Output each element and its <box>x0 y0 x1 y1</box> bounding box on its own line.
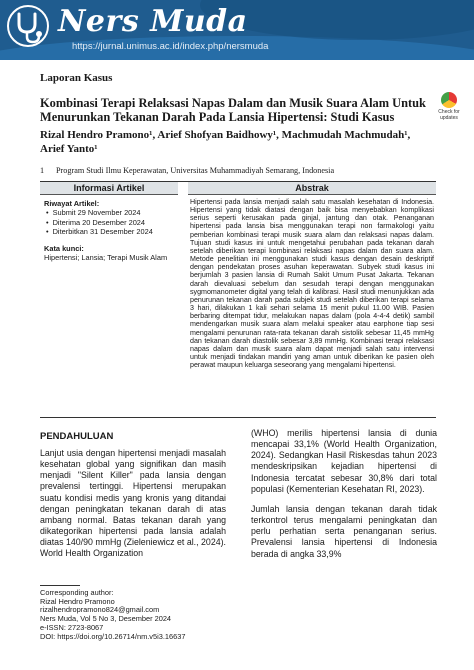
history-list <box>44 208 176 236</box>
abstract-heading: Abstrak <box>188 182 436 194</box>
info-heading: Informasi Artikel <box>40 182 178 194</box>
history-item: • Diterima 20 Desember 2024 <box>46 218 176 227</box>
article-info-box <box>40 181 436 418</box>
divider <box>40 194 178 195</box>
corresponding-email[interactable]: rizalhendropramono824@gmail.com <box>40 605 160 615</box>
volume-info: Ners Muda, Vol 5 No 3, Desember 2024 <box>40 614 172 624</box>
footnote <box>40 589 185 641</box>
check-for-updates-badge[interactable] <box>436 92 462 122</box>
corresponding-name: Rizal Hendro Pramono <box>40 596 115 606</box>
stethoscope-logo-icon <box>6 4 50 48</box>
section-heading: PENDAHULUAN <box>40 431 114 442</box>
article-info <box>44 199 176 263</box>
paragraph: Jumlah lansia dengan tekanan darah tidak terkontrol terus mengalami peningkatan dan perlu perhatian serta penanganan serius. Prevalensi lansia hipertensi di Indonesia berada di angka 33,9% <box>251 503 437 559</box>
history-item: • Diterbitkan 31 Desember 2024 <box>46 227 176 236</box>
abstract-text: Hipertensi pada lansia menjadi salah satu masalah kesehatan di Indonesia. Hipertensi yang tidak diatasi dengan baik bisa menyebabkan komplikasi serius seperti kerusakan pada ginjal, jantung dan otak. Penanganan hipertensi pada lansia bisa menggunakan terapi non farmakologi yaitu pemberian kombinasi terapi musik suara alam dan relaksasi napas dalam. Tujuan studi kasus ini untuk mengetahui perubahan pada tekanan darah setelah diberikan terapi kombinasi relaksasi napas dalam dan suara alam. Metode penelitian ini menggunakan studi kasus dengan desain deskriptif dengan pendekatan proses asuhan keperawatan. Subyek studi kasus ini berjumlah 3 pasien lansia di Rumah Sakit Umum Pusat Jakarta. Tekanan darah dievaluasi sebelum dan sesudah terapi dengan menggunakan sygmomanometer digital yang telah di kalibrasi. Hasil studi menunjukkan ada penurunan tekanan darah pada subjek studi setelah diberikan terapi selama 3 hari, dilakukan 1 kali sehari selama 15 menit pukul 11.00 WIB. Pasien berbaring ditempat tidur, melakukan napas dalam (pola 4-4-4 detik) sambil mendengarkan musik suara alam melalui speaker atau earphone tiap sesi mengalami penurunan rata-rata tekanan darah sistolik sebesar 11,45 mmHg dan tekanan darah diastolik sebesar 3,89 mmHg. Kombinasi terapi relaksasi napas dalam dan musik suara alam dapat menjadi salah satu intervensi untuk menjadi tindakan mandiri yang aman untuk diberikan ke pasien oleh perawat maupun keluarga seseorang yang mengalami hipertensi. <box>190 198 434 370</box>
author-list: Rizal Hendro Pramono¹, Arief Shofyan Baidhowy¹, Machmudah Machmudah¹, Arief Yanto¹ <box>40 129 411 155</box>
journal-url[interactable]: https://jurnal.unimus.ac.id/index.php/nersmuda <box>72 41 269 52</box>
doi-link[interactable]: DOI: https://doi.org/10.26714/nm.v5i3.16637 <box>40 631 186 641</box>
article-type: Laporan Kasus <box>40 72 113 84</box>
paragraph: (WHO) merilis hipertensi lansia di dunia mencapai 33,1% (World Health Organization, 2024). Sedangkan Hasil Riskesdas tahun 2023 mendeskripsikan kejadian hipertensi di Indonesia tercatat sebesar 30,8% dari total populasi (Kementerian Kesehatan RI, 2023). <box>251 428 437 494</box>
issn: e-ISSN: 2723-8067 <box>40 622 104 632</box>
keywords: Hipertensi; Lansia; Terapi Musik Alam <box>44 253 168 263</box>
history-label: Riwayat Artikel: <box>44 199 100 208</box>
affiliation <box>40 166 334 175</box>
article-title: Kombinasi Terapi Relaksasi Napas Dalam dan Musik Suara Alam Untuk Menurunkan Tekanan Darah Pada Lansia Hipertensi: Studi Kasus <box>40 96 426 124</box>
journal-name: Ners Muda <box>58 4 248 39</box>
history-item: • Submit 29 November 2024 <box>46 208 176 217</box>
keywords-label: Kata kunci: <box>44 244 84 254</box>
corresponding-label: Corresponding author: <box>40 588 114 597</box>
affiliation-text: Program Studi Ilmu Keperawatan, Universitas Muhammadiyah Semarang, Indonesia <box>56 166 335 175</box>
check-for-updates-label: Check for updates <box>438 109 460 121</box>
journal-banner <box>0 0 474 60</box>
body-column-left: Lanjut usia dengan hipertensi menjadi masalah kesehatan global yang signifikan dan masih menjadi "Silent Killer" pada lansia dengan prevalensi tertinggi. Hipertensi merupakan suatu kondisi medis yang kronis yang ditandai dengan peningkatan tekanan darah di atas ambang normal. Batas tekanan darah yang dikategorikan hipertensi pada lansia adalah diatas 140/90 mmHg (Zieleniewicz et al., 2024). World Health Organization <box>40 448 226 559</box>
affiliation-number: 1 <box>40 166 45 175</box>
crossmark-icon <box>441 92 457 108</box>
divider <box>188 194 436 195</box>
footnote-divider <box>40 585 80 586</box>
body-column-right <box>251 428 437 560</box>
